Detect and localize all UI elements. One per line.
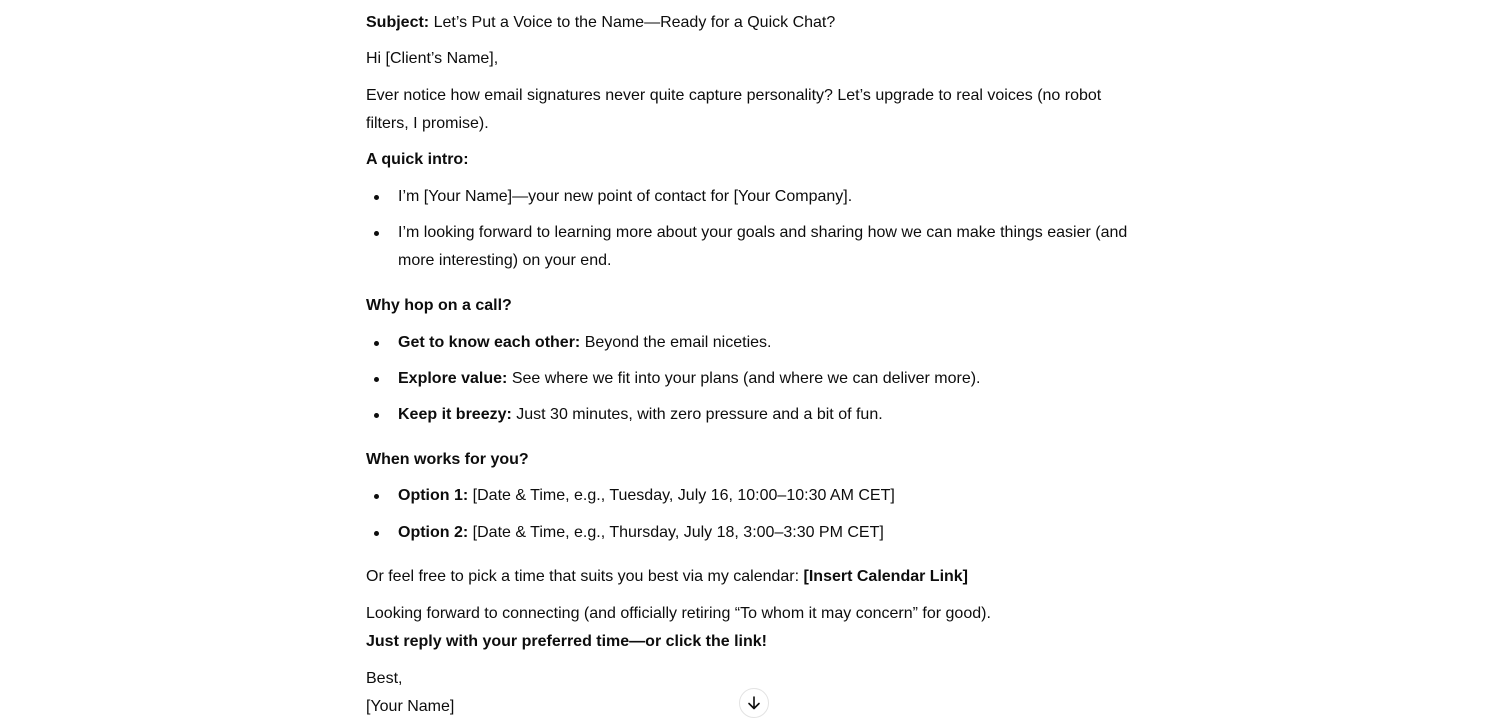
cta-line: Just reply with your preferred time—or click the link! — [366, 633, 767, 650]
list-item: Get to know each other: Beyond the email niceties. — [398, 329, 771, 357]
greeting: Hi [Client’s Name], — [366, 50, 499, 67]
list-item: Keep it breezy: Just 30 minutes, with zero pressure and a bit of fun. — [398, 401, 883, 429]
list-item: Option 2: [Date & Time, e.g., Thursday, July 18, 3:00–3:30 PM CET] — [398, 519, 884, 547]
list-item: Explore value: See where we fit into your plans (and where we can deliver more). — [398, 365, 981, 393]
calendar-link: [Insert Calendar Link] — [803, 568, 969, 585]
list-item: I’m [Your Name]—your new point of contact for [Your Company]. — [398, 183, 852, 211]
signature: [Your Name] — [366, 698, 455, 715]
list-item: Option 1: [Date & Time, e.g., Tuesday, July 16, 10:00–10:30 AM CET] — [398, 482, 895, 510]
list-item: I’m looking forward to learning more about your goals and sharing how we can make things easier (and more interesting) on your end. — [398, 219, 1148, 275]
intro-paragraph: Ever notice how email signatures never quite capture personality? Let’s upgrade to real voices (no robot filters, I promise). — [366, 87, 1102, 132]
why-heading: Why hop on a call? — [366, 297, 512, 314]
subject-line — [366, 9, 835, 37]
scroll-to-bottom-button[interactable] — [739, 688, 769, 718]
when-heading: When works for you? — [366, 451, 529, 468]
calendar-line: Or feel free to pick a time that suits you best via my calendar: [Insert Calendar Link] — [366, 568, 969, 585]
arrow-down-icon — [746, 695, 762, 711]
quick-intro-heading: A quick intro: — [366, 151, 469, 168]
closing-line: Looking forward to connecting (and officially retiring “To whom it may concern” for good). — [366, 605, 991, 622]
subject-text: Let’s Put a Voice to the Name—Ready for a Quick Chat? — [429, 14, 836, 31]
subject-label: Subject: — [366, 14, 430, 31]
signoff: Best, — [366, 670, 403, 687]
